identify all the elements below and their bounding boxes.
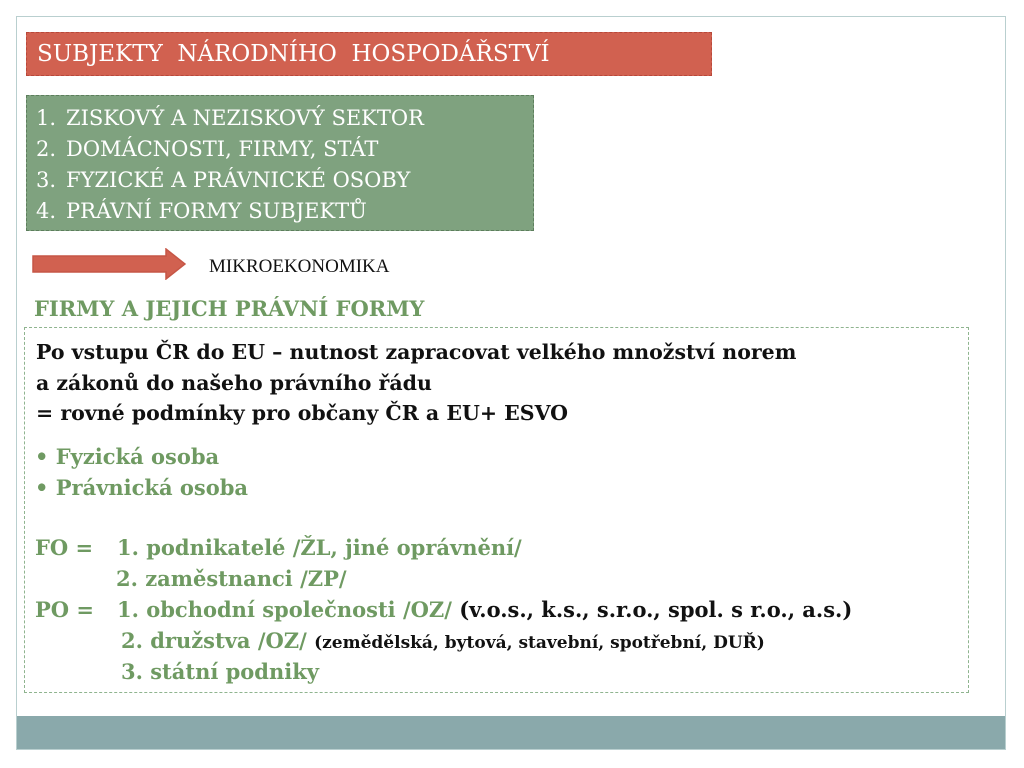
section-title: FIRMY A JEJICH PRÁVNÍ FORMY (34, 296, 425, 321)
list-item: • Právnická osoba (35, 475, 249, 500)
topic-label: PRÁVNÍ FORMY SUBJEKTŮ (66, 199, 367, 223)
content-box (24, 327, 969, 693)
slide-title: SUBJEKTY NÁRODNÍHO HOSPODÁŘSTVÍ (26, 32, 712, 76)
intro-text (36, 337, 796, 429)
po-line-2-detail: (zemědělská, bytová, stavební, spotřební, DUŘ) (314, 633, 765, 653)
po-line-2: 2. družstva /OZ/ (zemědělská, bytová, stavební, spotřební, DUŘ) (121, 628, 765, 653)
intro-line: = rovné podmínky pro občany ČR a EU+ ESVO (36, 401, 568, 425)
bullet-list (35, 441, 248, 503)
list-item: 3. FYZICKÉ A PRÁVNICKÉ OSOBY (35, 168, 411, 192)
po-line-1: PO = 1. obchodní společnosti /OZ/ (v.o.s., k.s., s.r.o., spol. s r.o., a.s.) (35, 597, 853, 622)
fo-line-1: FO = 1. podnikatelé /ŽL, jiné oprávnění/ (35, 535, 522, 560)
topic-label: FYZICKÉ A PRÁVNICKÉ OSOBY (66, 168, 411, 192)
topics-list (26, 95, 534, 231)
arrow-label: MIKROEKONOMIKA (209, 256, 390, 277)
list-item: 4. PRÁVNÍ FORMY SUBJEKTŮ (35, 199, 367, 223)
arrow-right-icon (32, 248, 186, 280)
topic-label: DOMÁCNOSTI, FIRMY, STÁT (66, 137, 379, 161)
fo-line-2: 2. zaměstnanci /ZP/ (116, 566, 347, 591)
po-line-1-detail: (v.o.s., k.s., s.r.o., spol. s r.o., a.s.) (459, 597, 853, 622)
definitions (35, 532, 852, 687)
list-item: • Fyzická osoba (35, 444, 220, 469)
footer-bar (17, 716, 1005, 749)
bullet-icon: • (35, 475, 56, 500)
list-item: 2. DOMÁCNOSTI, FIRMY, STÁT (35, 137, 379, 161)
intro-line: a zákonů do našeho právního řádu (36, 370, 432, 395)
list-item: 1. ZISKOVÝ A NEZISKOVÝ SEKTOR (35, 106, 424, 130)
intro-line: Po vstupu ČR do EU – nutnost zapracovat velkého množství norem (36, 340, 797, 364)
bullet-icon: • (35, 444, 56, 469)
po-line-3: 3. státní podniky (121, 659, 319, 684)
topic-label: ZISKOVÝ A NEZISKOVÝ SEKTOR (66, 106, 424, 130)
